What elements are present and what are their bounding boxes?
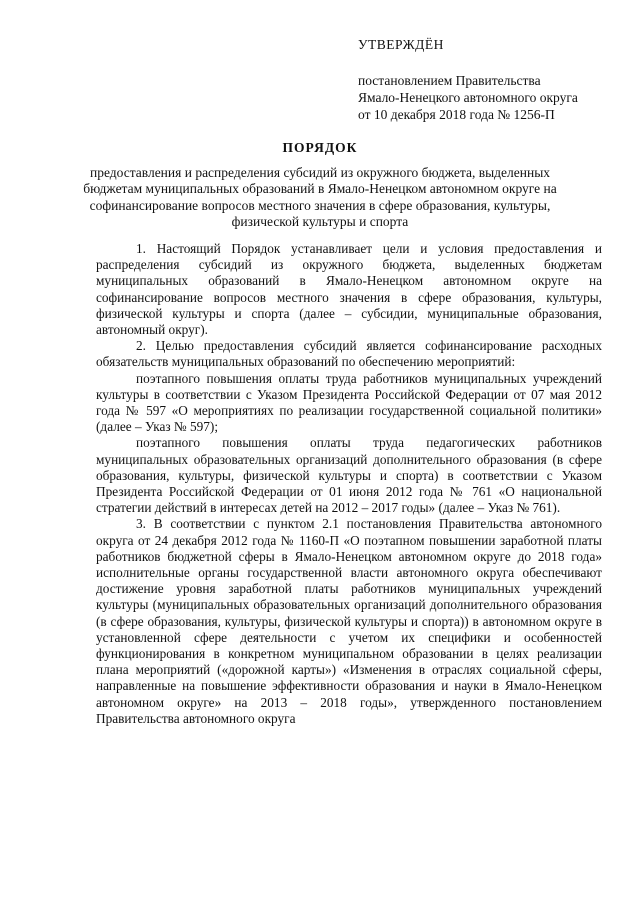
approval-line: постановлением Правительства — [358, 73, 541, 88]
approval-line: от 10 декабря 2018 года № 1256-П — [358, 107, 555, 122]
approval-heading: УТВЕРЖДЁН — [358, 37, 444, 52]
document-title: ПОРЯДОК — [282, 140, 358, 155]
approval-line: Ямало-Ненецкого автономного округа — [358, 90, 578, 105]
paragraph-1: 1. Настоящий Порядок устанавливает цели и условия предоставления и распределения субсидий из окружного бюджета, выделенных бюджетам муниципальных образований в Ямало-Ненецком автономном округе на софинансирование вопросов местного значения в сфере образования, культуры, физической культуры и спорта (далее – субсидии, муниципальные образования, автономный округ). — [96, 241, 602, 338]
document-subtitle: предоставления и распределения субсидий из окружного бюджета, выделенных бюджетам муниципальных образований в Ямало-Ненецком автономном округе на софинансирование вопросов местного значения в сфере образования, культуры, физической культуры и спорта — [83, 164, 557, 229]
document-body — [96, 241, 602, 727]
document-title-block — [80, 140, 560, 231]
approval-block — [358, 36, 628, 123]
paragraph-2-item-1: поэтапного повышения оплаты труда работников муниципальных учреждений культуры в соответствии с Указом Президента Российской Федерации от 07 мая 2012 года № 597 «О мероприятиях по реализации государственной социальной политики» (далее – Указ № 597); — [96, 370, 602, 435]
paragraph-2: 2. Целью предоставления субсидий является софинансирование расходных обязательств муниципальных образований по обеспечению мероприятий: — [96, 338, 602, 370]
paragraph-2-item-2: поэтапного повышения оплаты труда педагогических работников муниципальных образовательных организаций дополнительного образования (в сфере образования, культуры, физической культуры и спорта) в соответствии с Указом Президента Российской Федерации от 01 июня 2012 года № 761 «О национальной стратегии действий в интересах детей на 2012 – 2017 годы» (далее – Указ № 761). — [96, 435, 602, 516]
paragraph-3: 3. В соответствии с пунктом 2.1 постановления Правительства автономного округа от 24 декабря 2012 года № 1160-П «О поэтапном повышении заработной платы работников бюджетной сферы в Ямало-Ненецком автономном округе до 2018 года» исполнительные органы государственной власти автономного округа обеспечивают достижение уровня заработной платы работников муниципальных учреждений культуры (муниципальных образовательных организаций дополнительного образования (в сфере образования, культуры, физической культуры и спорта)) в автономном округе в установленной сфере деятельности с учетом их специфики и особенностей функционирования в конкретном муниципальном образовании в целях реализации плана мероприятий («дорожной карты») «Изменения в отраслях социальной сферы, направленные на повышение эффективности образования и науки в Ямало-Ненецком автономном округе» на 2013 – 2018 годы», утвержденного постановлением Правительства автономного округа — [96, 516, 602, 726]
